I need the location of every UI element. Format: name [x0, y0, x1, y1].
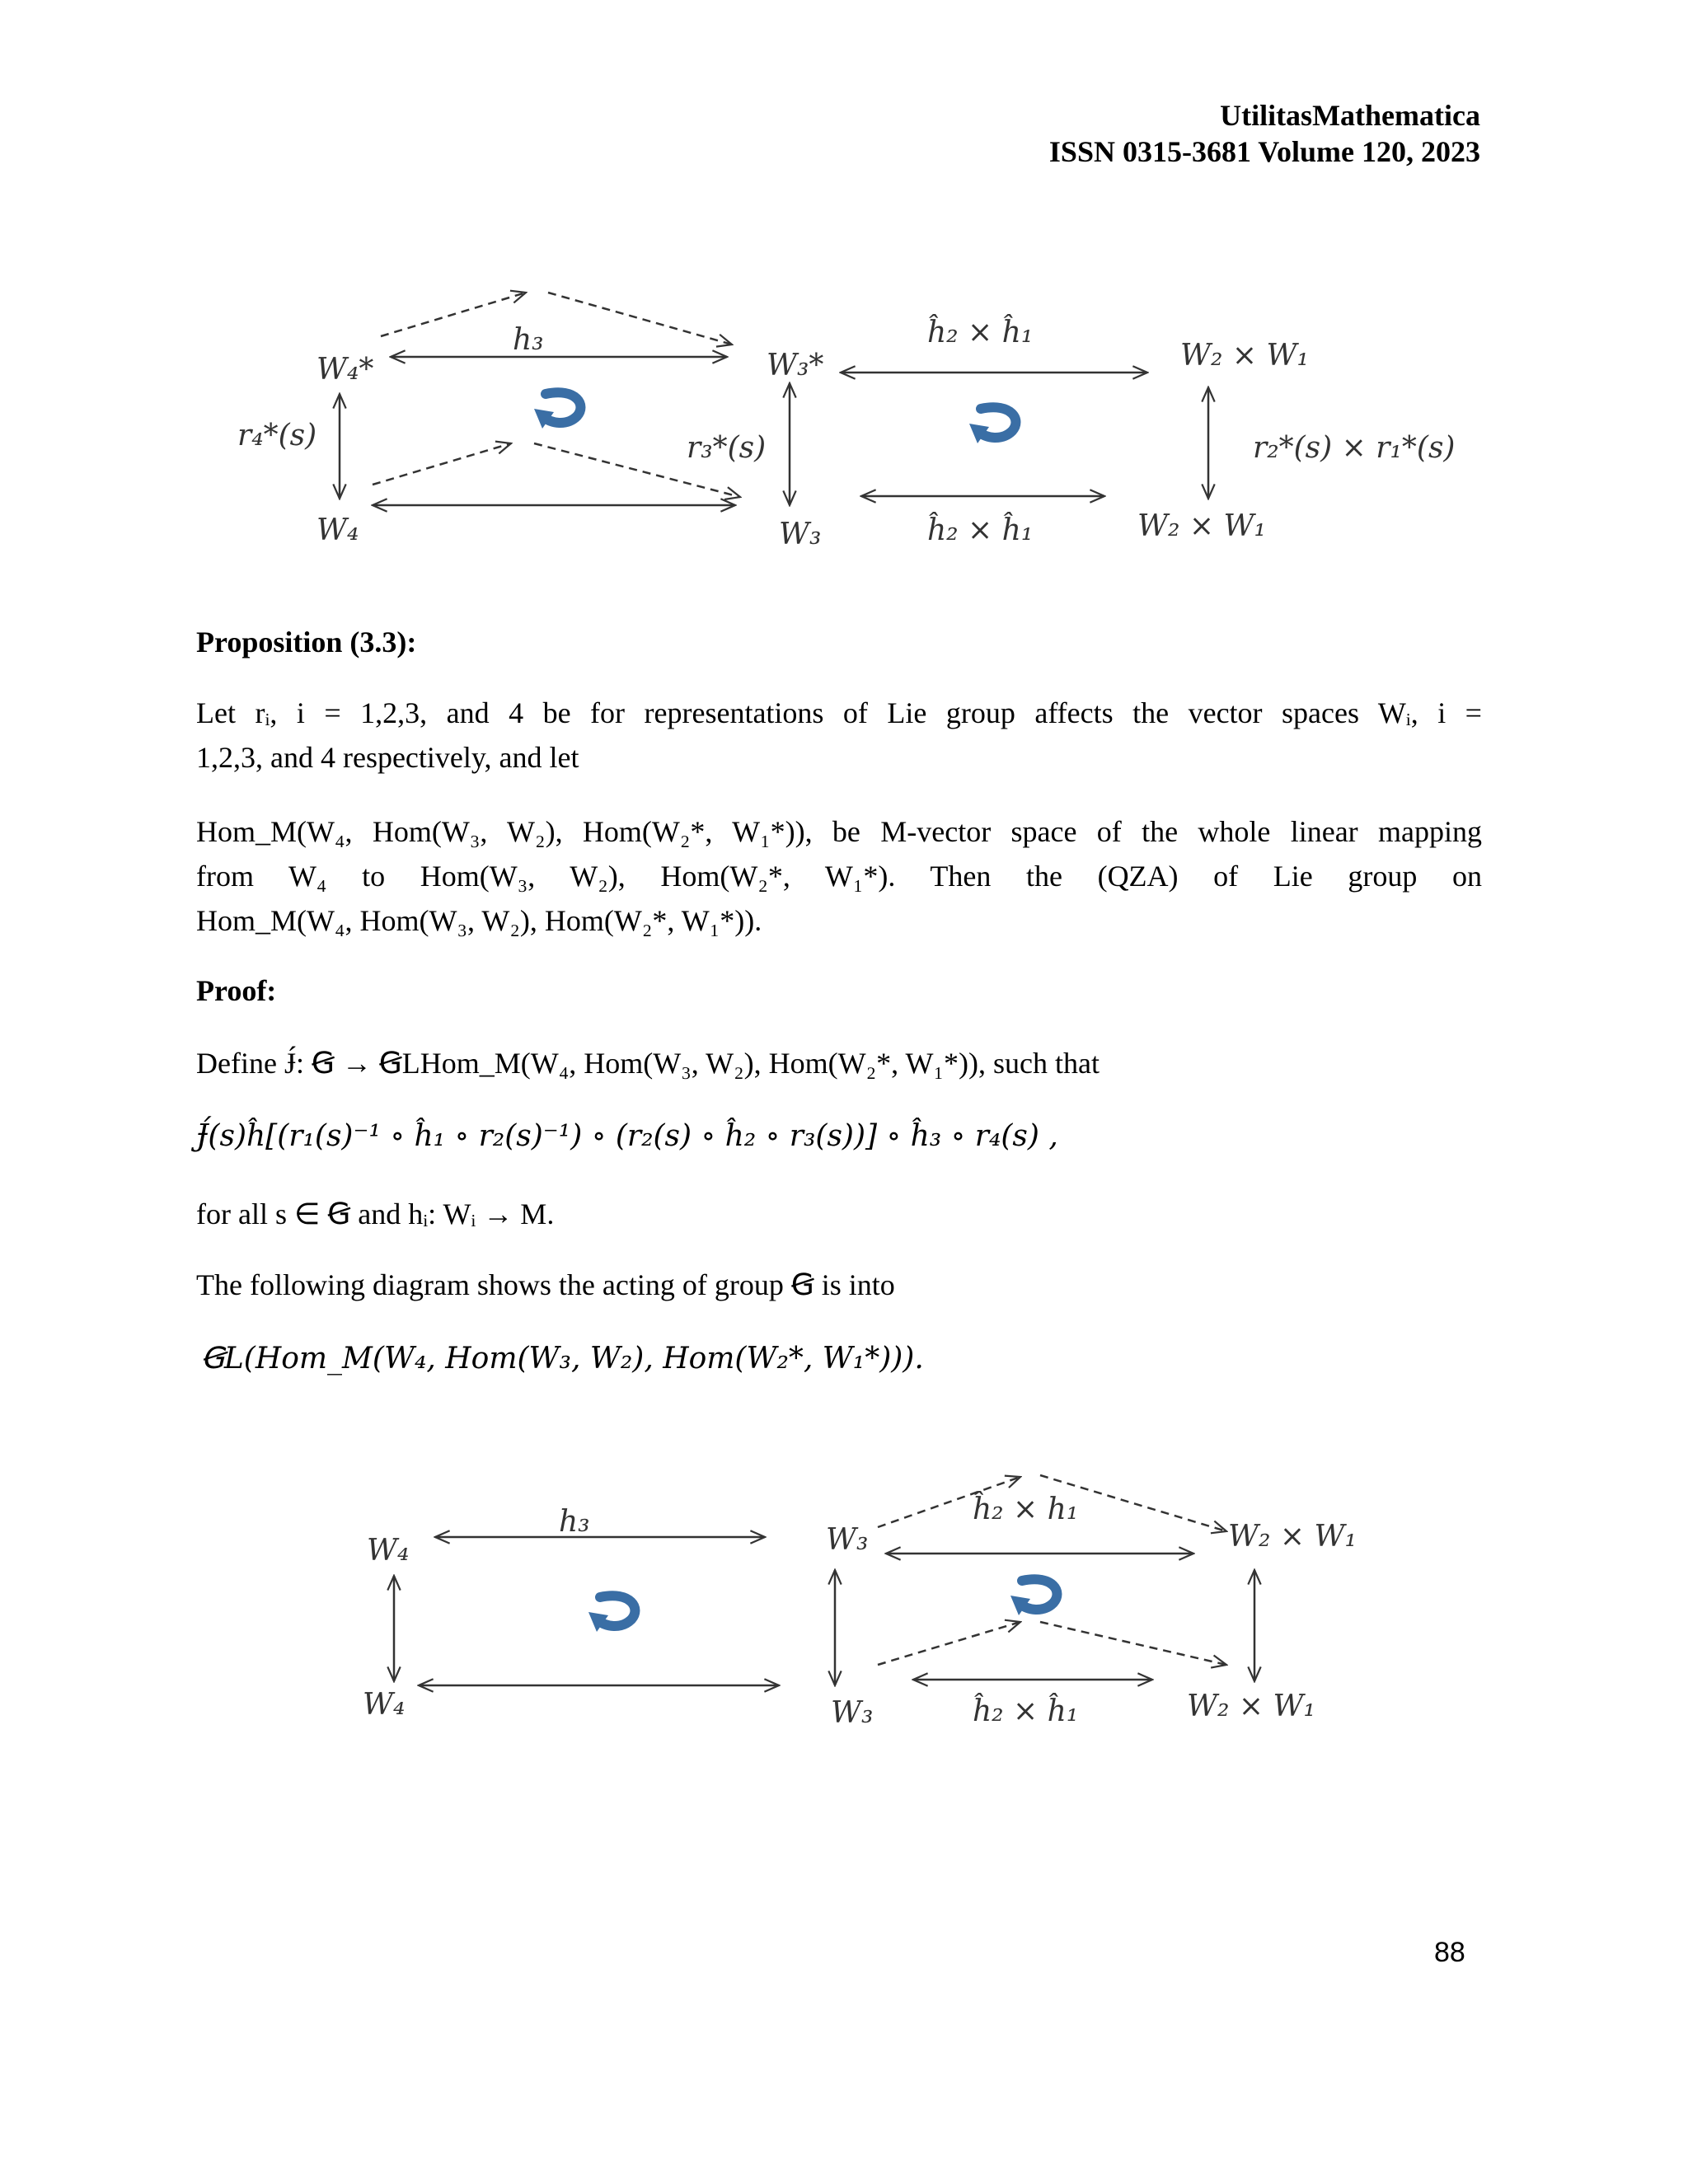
node-w3-star: W₃*	[767, 349, 824, 382]
proposition-line-3: Hom_M(W₄, Hom(W₃, W₂), Hom(W₂*, W₁*)), be M-vector space of the whole linear mapping	[196, 815, 1482, 848]
forall-line: for all s ∈ Ꞡ and hᵢ: Wᵢ → M.	[196, 1197, 555, 1230]
proposition-line-1: Let rᵢ, i = 1,2,3, and 4 be for representations of Lie group affects the vector spaces Wᵢ, i =	[196, 696, 1482, 729]
page-number: 88	[1434, 1937, 1465, 1968]
commutative-diagram-1	[0, 0, 1688, 577]
node-w2w1-bottom: W₂ × W₁	[1137, 509, 1266, 543]
curl-arrow-icon	[969, 407, 1015, 443]
node-w2w1-bottom: W₂ × W₁	[1187, 1690, 1315, 1723]
label-r4-star: r₄*(s)	[237, 419, 317, 452]
curl-arrow-icon	[1010, 1579, 1057, 1615]
label-h2h1-bottom: ĥ₂ × ĥ₁	[973, 1694, 1079, 1728]
proposition-line-4: from W₄ to Hom(W₃, W₂), Hom(W₂*, W₁*). Then the (QZA) of Lie group on	[196, 860, 1482, 893]
commutative-diagram-2	[0, 1451, 1688, 1780]
node-w2w1-top: W₂ × W₁	[1228, 1520, 1357, 1554]
issn-line: ISSN 0315-3681 Volume 120, 2023	[1048, 135, 1480, 168]
node-w4: W₄	[316, 513, 359, 547]
label-h2h1-top: ĥ₂ × h₁	[973, 1493, 1079, 1526]
curl-arrow-icon	[534, 392, 580, 429]
proposition-line-2: 1,2,3, and 4 respectively, and let	[196, 741, 579, 774]
define-line: Define Ɉ́: Ꞡ → ꞠLHom_M(W₄, Hom(W₃, W₂), Hom(W₂*, W₁*)), such that	[196, 1047, 1100, 1080]
diagram-intro: The following diagram shows the acting of group Ꞡ is into	[196, 1268, 895, 1301]
node-w4-star: W₄*	[316, 353, 374, 387]
gl-expression: ꞠL(Hom_M(W₄, Hom(W₃, W₂), Hom(W₂*, W₁*))).	[201, 1342, 924, 1376]
node-w4-bottom: W₄	[363, 1688, 406, 1722]
node-w3-bottom: W₃	[831, 1696, 874, 1730]
label-h3: h₃	[513, 323, 544, 357]
curl-arrow-icon	[588, 1596, 635, 1632]
theta-equation: Ɉ́(s)ĥ[(r₁(s)⁻¹ ∘ ĥ₁ ∘ r₂(s)⁻¹) ∘ (r₂(s) ∘ ĥ₂ ∘ r₃(s))] ∘ ĥ₃ ∘ r₄(s) ,	[196, 1119, 1058, 1153]
node-w3-top: W₃	[826, 1523, 869, 1557]
proposition-line-5: Hom_M(W₄, Hom(W₃, W₂), Hom(W₂*, W₁*)).	[196, 904, 762, 937]
proof-heading: Proof:	[196, 974, 277, 1007]
label-h2h1-bottom: ĥ₂ × ĥ₁	[927, 513, 1034, 547]
label-h3: h₃	[559, 1505, 590, 1539]
node-w4-top: W₄	[367, 1534, 410, 1568]
node-w2w1-top: W₂ × W₁	[1180, 339, 1309, 373]
node-w3: W₃	[779, 518, 822, 551]
label-r2r1-star: r₂*(s) × r₁*(s)	[1253, 431, 1456, 465]
label-r3-star: r₃*(s)	[687, 431, 767, 465]
proposition-heading: Proposition (3.3):	[196, 626, 417, 658]
journal-title: UtilitasMathematica	[1220, 99, 1480, 132]
label-h2h1-top: ĥ₂ × ĥ₁	[927, 316, 1034, 349]
